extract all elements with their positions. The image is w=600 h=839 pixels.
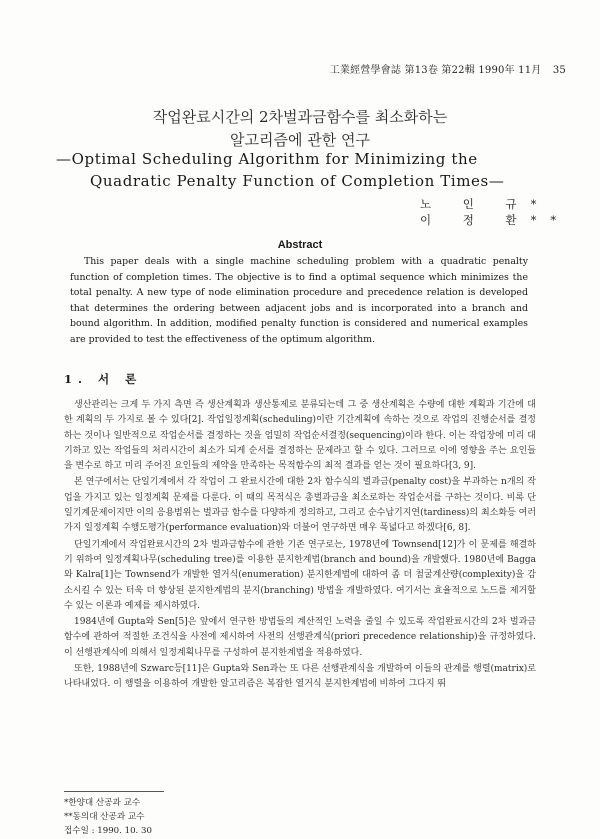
paragraph-1: 생산관리는 크게 두 가지 측면 즉 생산계획과 생산통제로 분류되는데 그 중 생산계획은 수량에 대한 계획과 기간에 대한 계획의 두 가지로 볼 수 있다[2]. 작업일정계획(scheduling)이란 기간계획에 속하는 것으로 작업의 진행순서를 결정하는 것이나 일반적으로 작업순서를 결정하는 것을 엄밀히 작업순서결정(sequencing)이라 한다. 이는 작업장에 미리 대기하고 있는 작업들의 처리시간이 최소가 되게 순서를 결정하는 문제라고 할 수 있다. 그러므로 이에 영향을 주는 요인들을 변수로 하고 미리 주어진 요인들의 제약을 만족하는 목적함수의 최적 결과를 얻는 것이 필요하다[3, 9]. xyxy=(64,400,536,472)
journal-info: 工業經營學會誌 第13卷 第22輯 1990年 11月 xyxy=(329,65,542,76)
footnote-received-date: 접수일 : 1990. 10. 30 xyxy=(64,826,152,836)
korean-title-line2: 알고리즘에 관한 연구 xyxy=(230,131,370,149)
paragraph-3: 단일기계에서 작업완료시간의 2차 벌과금함수에 관한 기존 연구로는, 1978년에 Townsend[12]가 이 문제를 해결하기 위하여 일정계획나무(scheduling tree)를 이용한 분지한계법(branch and bound)을 개발했다. 1980년에 Bagga와 Kalra[1]는 Townsend가 개발한 열거식(enumeration) 분지한계법에 대하여 좀 더 첨굴계산량(complexity)을 감소시킬 수 있는 터욱 더 향상된 분지한계법의 분지(branching) 방법을 개발하였다. 여기서는 효율적으로 노드를 제거할 수 있는 이론과 예제를 제시하였다. xyxy=(64,539,536,611)
paragraph-2: 본 연구에서는 단일기계에서 각 작업이 그 완료시간에 대한 2차 함수식의 벌과금(penalty cost)을 부과하는 n개의 작업을 가지고 있는 일정계획 문제를 다룬다. 이 때의 목적식은 총벌과금을 최소로하는 작업순서를 구하는 것이다. 비록 단일기계문제이지만 이의 응용범위는 벌과금 함수를 다양하게 정의하고, 그리고 순수납기지연(tardiness)의 최소화등 여러가지 일정계획 수행도평가(performance evaluation)와 더불어 연구하면 매우 폭넓다고 하겠다[6, 8]. xyxy=(64,477,537,534)
english-title-line1: —Optimal Scheduling Algorithm for Minimizing the xyxy=(56,150,478,168)
author-2: 이 정 환** xyxy=(420,213,571,227)
page-number: 35 xyxy=(552,65,566,76)
footnote-divider xyxy=(64,791,164,792)
footnote-affiliation-2: **동의대 산공과 교수 xyxy=(64,812,145,822)
section-heading: 1. 서 론 xyxy=(64,372,143,386)
paragraph-4: 1984년에 Gupta와 Sen[5]은 앞에서 연구한 방법들의 계산적인 노력을 줄일 수 있도록 작업완료시간의 2차 벌과금함수에 관하여 적절한 조건식을 사전에 제시하여 사전의 선행관계식(priori precedence relationship)을 규정하였다. 이 선행관계식에 의해서 일정계획나무를 구성하여 분지한계법을 적용하였다. xyxy=(64,617,536,658)
abstract-heading: Abstract xyxy=(277,239,323,251)
korean-title-line1: 작업완료시간의 2차벌과금함수를 최소화하는 xyxy=(152,108,448,126)
paragraph-5: 또한, 1988년에 Szwarc등[11]은 Gupta와 Sen과는 또 다른 선행관계식을 개발하여 이들의 관계를 행렬(matrix)로 나타내었다. 이 행렬을 이용하여 개발한 알고리즘은 복잡한 열거식 분지한계법에 비하여 그다지 뛰 xyxy=(64,664,536,690)
body-text xyxy=(64,398,536,694)
running-header xyxy=(330,61,566,76)
abstract-text: This paper deals with a single machine scheduling problem with a quadratic penalty function of completion times. The objective is to find a optimal sequence which minimizes the total penalty. A new type of node elimination procedure and precedence relation is developed that determines the ordering between adjacent jobs and is incorporated into a branch and bound algorithm. In addition, modified penalty function is considered and numerical examples are provided to test the effectiveness of the optimum algorithm. xyxy=(70,256,528,345)
author-1: 노 인 규* xyxy=(420,197,551,211)
english-title-line2: Quadratic Penalty Function of Completion Times— xyxy=(90,172,505,190)
footnote-affiliation-1: *한양대 산공과 교수 xyxy=(64,798,141,808)
